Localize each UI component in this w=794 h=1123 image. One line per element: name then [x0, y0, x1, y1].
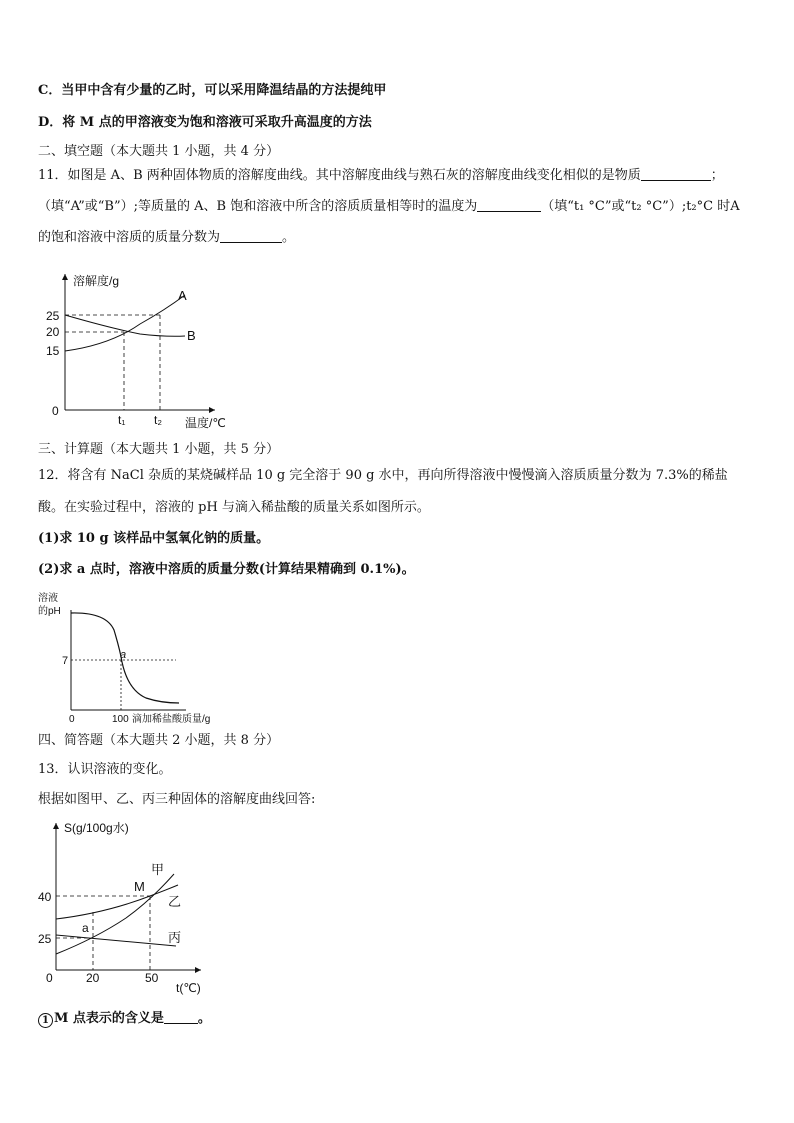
- figure-solubility-three: [36, 818, 236, 998]
- fig2-xlabel: 滴加稀盐酸质量/g: [132, 714, 211, 725]
- fig1-ytick-25: 25: [46, 309, 60, 323]
- fig1-label-b: B: [187, 328, 196, 343]
- q11-text-c2: 。: [282, 230, 296, 245]
- section-3-heading: 三、计算题（本大题共 1 小题，共 5 分）: [38, 442, 280, 457]
- fig3-curve-yi: [56, 885, 178, 919]
- fig2-ylabel-1: 溶液: [38, 593, 58, 604]
- fig3-xtick-20: 20: [86, 971, 100, 985]
- fig3-point-a: a: [82, 921, 89, 935]
- q11-blank-1[interactable]: [641, 167, 711, 181]
- q11-text-b1: （填“A”或“B”）;等质量的 A、B 饱和溶液中所含的溶质质量相等时的温度为: [38, 199, 478, 214]
- question-12-line1: 12．将含有 NaCl 杂质的某烧碱样品 10 g 完全溶于 90 g 水中，再向所得溶液中慢慢滴入溶质质量分数为 7.3%的稀盐: [38, 468, 728, 483]
- fig3-ylabel: S(g/100g水): [64, 821, 129, 835]
- q11-blank-2[interactable]: [477, 198, 541, 212]
- fig1-xtick-t1: t₁: [118, 413, 126, 427]
- section-2-heading: 二、填空题（本大题共 1 小题，共 4 分）: [38, 144, 280, 159]
- fig1-ytick-0: 0: [52, 404, 59, 418]
- fig2-xtick-100: 100: [112, 714, 129, 725]
- section-4-heading: 四、简答题（本大题共 2 小题，共 8 分）: [38, 733, 280, 748]
- question-13: 13．认识溶液的变化。: [38, 762, 172, 777]
- figure-ph-curve: [36, 590, 256, 725]
- q13-blank-1[interactable]: [164, 1010, 198, 1024]
- fig3-point-m: M: [134, 879, 145, 894]
- question-12-part1: (1)求 10 g 该样品中氢氧化钠的质量。: [38, 531, 270, 546]
- fig3-origin: 0: [46, 971, 53, 985]
- q11-blank-3[interactable]: [220, 229, 282, 243]
- question-13-part1: [38, 1010, 211, 1028]
- question-11-line1: [38, 167, 724, 185]
- question-13-intro: 根据如图甲、乙、丙三种固体的溶解度曲线回答:: [38, 792, 316, 807]
- fig3-ytick-25: 25: [38, 932, 52, 946]
- fig2-origin: 0: [69, 714, 75, 725]
- fig3-curve-jia: [56, 874, 174, 954]
- q11-text-c1: 的饱和溶液中溶质的质量分数为: [38, 230, 221, 245]
- q11-text-b2: （填“t₁ °C”或“t₂ °C”）;t₂°C 时A: [541, 199, 740, 214]
- fig1-ytick-15: 15: [46, 344, 60, 358]
- fig1-xtick-t2: t₂: [154, 413, 162, 427]
- fig3-xlabel: t(℃): [176, 981, 201, 995]
- question-12-part2: (2)求 a 点时，溶液中溶质的质量分数(计算结果精确到 0.1%)。: [38, 562, 415, 577]
- fig1-xlabel: 温度/℃: [185, 416, 226, 430]
- fig3-ytick-40: 40: [38, 890, 52, 904]
- fig1-curve-a: [65, 295, 185, 351]
- fig3-label-yi: 乙: [168, 894, 182, 909]
- question-11-line2: [38, 198, 740, 216]
- fig3-curve-bing: [56, 935, 176, 946]
- question-12-line2: 酸。在实验过程中，溶液的 pH 与滴入稀盐酸的质量关系如图所示。: [38, 500, 430, 515]
- figure-solubility-ab: [40, 270, 240, 430]
- fig2-ytick-7: 7: [62, 655, 69, 667]
- q11-text-a: 11．如图是 A、B 两种固体物质的溶解度曲线。其中溶解度曲线与熟石灰的溶解度曲线变化相似的是物质: [38, 168, 641, 183]
- q13-part1-text: M 点表示的含义是: [54, 1011, 164, 1026]
- fig1-ylabel: 溶解度/g: [73, 274, 120, 288]
- fig1-label-a: A: [178, 288, 187, 303]
- option-d: D．将 M 点的甲溶液变为饱和溶液可采取升高温度的方法: [38, 115, 372, 130]
- circled-number: 1: [38, 1013, 53, 1028]
- fig2-point-a: a: [120, 649, 127, 661]
- q13-part1-end: 。: [197, 1011, 211, 1026]
- fig3-label-bing: 丙: [168, 930, 182, 945]
- fig2-ylabel-2: 的pH: [38, 606, 61, 617]
- fig1-ytick-20: 20: [46, 325, 60, 339]
- fig3-label-jia: 甲: [151, 862, 165, 877]
- question-11-line3: [38, 229, 295, 247]
- option-c: C．当甲中含有少量的乙时，可以采用降温结晶的方法提纯甲: [38, 83, 387, 98]
- q11-text-a-end: ；: [710, 168, 724, 183]
- fig3-xtick-50: 50: [145, 971, 159, 985]
